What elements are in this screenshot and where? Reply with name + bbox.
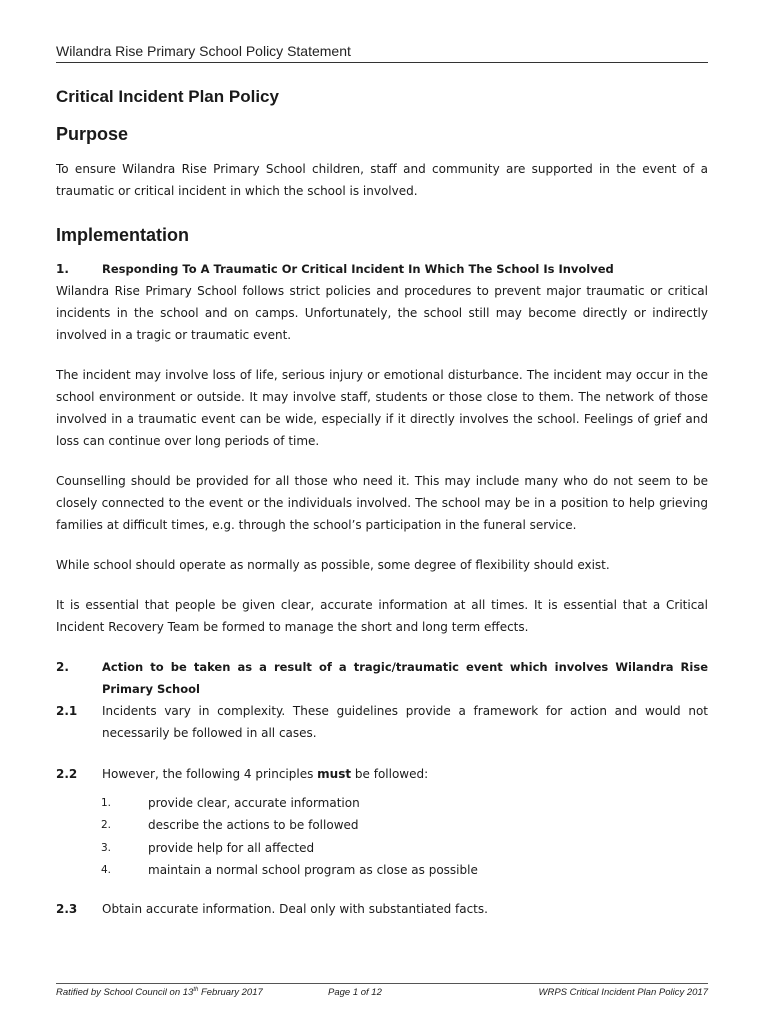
list-text: maintain a normal school program as close as possible bbox=[148, 862, 478, 877]
section-title: Responding To A Traumatic Or Critical Incident In Which The School Is Involved bbox=[102, 262, 614, 276]
paragraph: Counselling should be provided for all those who need it. This may include many who do not seem to be closely connected to the event or the individuals involved. The school may be in a position to help grieving families at difficult times, e.g. through the school’s participation in the funeral service. bbox=[56, 474, 708, 532]
item-number: 2.1 bbox=[56, 704, 78, 718]
item-text: Incidents vary in complexity. These guidelines provide a framework for action and would not necessarily be followed in all cases. bbox=[102, 704, 708, 740]
page-footer bbox=[56, 983, 708, 998]
item-text-before: However, the following 4 principles bbox=[102, 767, 318, 781]
paragraph: The incident may involve loss of life, serious injury or emotional disturbance. The incident may occur in the school environment or outside. It may involve staff, students or those close to them. The network of those involved in a traumatic event can be wide, especially if it directly involves the school. Feelings of grief and loss can continue over long periods of time. bbox=[56, 368, 708, 448]
footer-ratified-sup: th bbox=[193, 986, 199, 993]
section-number: 1. bbox=[56, 262, 69, 276]
page-header: Wilandra Rise Primary School Policy Statement bbox=[56, 43, 708, 63]
item-2-1 bbox=[56, 700, 708, 744]
list-text: provide help for all affected bbox=[148, 840, 315, 855]
list-number: 1. bbox=[101, 797, 112, 809]
purpose-text: To ensure Wilandra Rise Primary School children, staff and community are supported in the event of a traumatic or critical incident in which the school is involved. bbox=[56, 162, 708, 198]
footer-ratified-suffix: February 2017 bbox=[198, 987, 263, 998]
purpose-heading: Purpose bbox=[56, 124, 129, 144]
footer-ratified bbox=[56, 987, 263, 998]
item-text-after: be followed: bbox=[351, 767, 429, 781]
paragraph: Wilandra Rise Primary School follows strict policies and procedures to prevent major traumatic or critical incidents in the school and on camps. Unfortunately, the school still may become directly or indirectly involved in a tragic or traumatic event. bbox=[56, 284, 708, 342]
list-number: 2. bbox=[101, 819, 112, 832]
list-text: describe the actions to be followed bbox=[148, 818, 359, 833]
item-number: 2.3 bbox=[56, 902, 78, 916]
item-number: 2.2 bbox=[56, 767, 78, 781]
paragraph: While school should operate as normally as possible, some degree of flexibility should exist. bbox=[56, 558, 610, 572]
section-2-heading bbox=[56, 656, 708, 700]
document-title: Critical Incident Plan Policy bbox=[56, 87, 279, 106]
section-number: 2. bbox=[56, 660, 69, 674]
list-item bbox=[101, 814, 601, 836]
item-text: Obtain accurate information. Deal only with substantiated facts. bbox=[102, 902, 488, 916]
principles-list bbox=[101, 792, 601, 881]
footer-doc-name: WRPS Critical Incident Plan Policy 2017 bbox=[538, 987, 708, 998]
implementation-heading: Implementation bbox=[56, 225, 190, 245]
list-text: provide clear, accurate information bbox=[148, 796, 360, 810]
item-text-emphasis: must bbox=[317, 767, 352, 781]
section-1-heading bbox=[56, 258, 708, 280]
list-item bbox=[101, 859, 601, 881]
footer-ratified-prefix: Ratified by School Council on 13 bbox=[56, 987, 194, 998]
list-number: 3. bbox=[101, 841, 112, 854]
paragraph: It is essential that people be given clear, accurate information at all times. It is essential that a Critical Incident Recovery Team be formed to manage the short and long term effects. bbox=[56, 598, 708, 634]
list-number: 4. bbox=[101, 863, 112, 876]
item-2-3 bbox=[56, 898, 708, 920]
item-text bbox=[102, 763, 708, 785]
list-item bbox=[101, 837, 601, 859]
footer-page-number: Page 1 of 12 bbox=[328, 987, 382, 998]
list-item bbox=[101, 792, 601, 814]
section-title: Action to be taken as a result of a tragic/traumatic event which involves Wilandra Rise Primary School bbox=[102, 660, 708, 696]
item-2-2 bbox=[56, 763, 708, 785]
